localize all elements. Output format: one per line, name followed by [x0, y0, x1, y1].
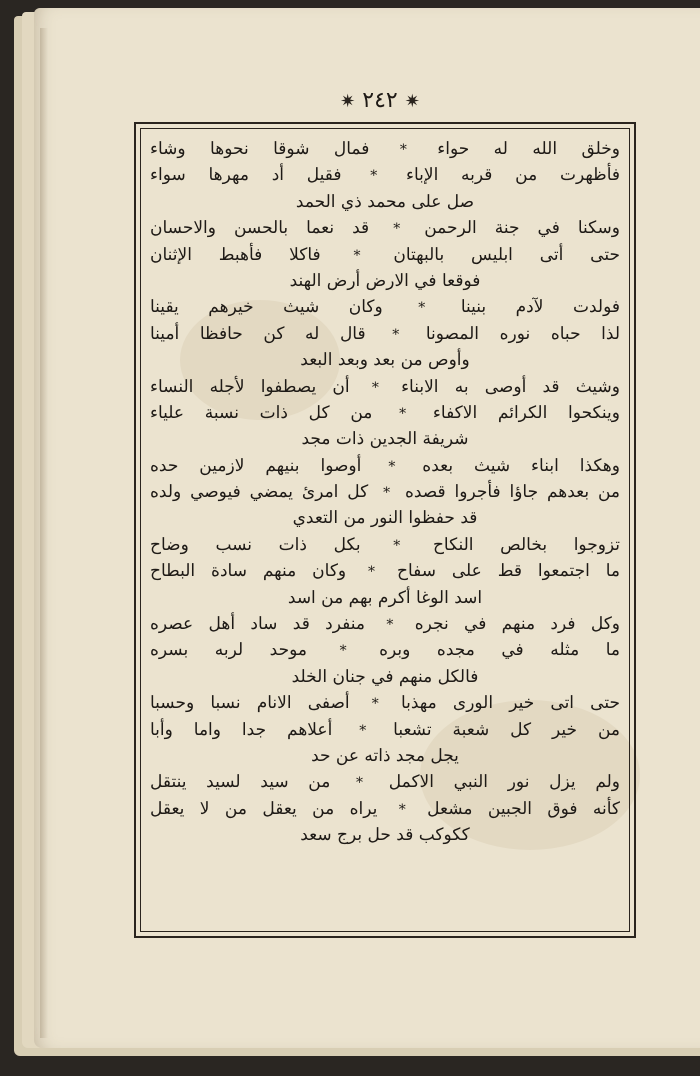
hemistich-left: بكل ذات نسب وضاح	[150, 534, 361, 555]
hemistich-right: وكل فرد منهم في نجره	[414, 614, 620, 635]
hemistich-right: فولدت لآدم بنينا	[460, 297, 620, 318]
hemistich-left: فقيل أد مهرها سواء	[150, 165, 342, 186]
poem-verse-line	[150, 374, 620, 400]
hemistich-left: كل امرئ يمضي فيوصي ولده	[150, 482, 369, 503]
verse-separator: *	[339, 643, 347, 660]
hemistich-left: قال له كن حافظا أمينا	[150, 323, 366, 344]
poem-verse-line	[150, 400, 620, 426]
poem-verse-line	[150, 479, 620, 505]
hemistich-left: وكان منهم سادة البطاح	[150, 561, 347, 582]
hemistich-left: موحد لربه بسره	[150, 640, 308, 661]
poem-refrain-line: اسد الوغا أكرم بهم من اسد	[287, 587, 483, 608]
hemistich-right: من بعدهم جاؤا فأجروا قصده	[404, 482, 620, 503]
ornament-right: ✷	[404, 91, 420, 112]
poem-verse-line	[150, 690, 620, 716]
verse-separator: *	[370, 168, 378, 185]
page-number	[340, 88, 420, 113]
hemistich-left: قد نعما بالحسن والاحسان	[150, 218, 370, 239]
hemistich-left: أعلاهم جدا واما وأبا	[150, 719, 333, 740]
verse-separator: *	[393, 221, 401, 238]
verse-separator: *	[386, 617, 394, 634]
verse-separator: *	[359, 722, 367, 739]
hemistich-right: حتى أتى ابليس بالبهتان	[393, 244, 620, 265]
hemistich-left: فاكلا فأهبط الإثنان	[150, 244, 321, 265]
verse-separator: *	[368, 564, 376, 581]
poem-verse-line	[150, 611, 620, 637]
hemistich-right: ما اجتمعوا قط على سفاح	[396, 561, 620, 582]
poem-verse-line	[150, 796, 620, 822]
poem-refrain-line: شريفة الجدين ذات مجد	[301, 429, 469, 450]
ornament-left: ✷	[340, 91, 356, 112]
hemistich-left: وكان شيث خيرهم يقينا	[150, 297, 383, 318]
hemistich-right: وخلق الله له حواء	[437, 139, 620, 159]
poem-refrain-line: قد حفظوا النور من التعدي	[292, 508, 478, 529]
poem-text-block	[150, 136, 620, 926]
hemistich-left: فمال شوقا نحوها وشاء	[150, 139, 370, 159]
verse-separator: *	[398, 801, 406, 818]
poem-verse-line	[150, 294, 620, 320]
verse-separator: *	[353, 247, 361, 264]
hemistich-left: منفرد قد ساد أهل عصره	[150, 614, 365, 635]
poem-verse-line	[150, 162, 620, 188]
hemistich-left: أصفى الانام نسبا وحسبا	[150, 693, 350, 714]
page-number-text: ٢٤٢	[362, 88, 398, 113]
hemistich-left: من كل ذات نسبة علياء	[150, 402, 373, 423]
verse-separator: *	[371, 696, 379, 713]
poem-verse-line	[150, 637, 620, 663]
poem-verse-line	[150, 532, 620, 558]
verse-separator: *	[399, 142, 407, 158]
hemistich-right: ما مثله في مجده وبره	[379, 640, 620, 661]
hemistich-right: تزوجوا بخالص النكاح	[432, 534, 620, 555]
verse-separator: *	[383, 485, 391, 502]
poem-refrain-line: صل على محمد ذي الحمد	[295, 191, 475, 212]
verse-separator: *	[393, 537, 401, 554]
poem-verse-line	[150, 321, 620, 347]
hemistich-left: من سيد لسيد ينتقل	[150, 772, 331, 793]
hemistich-right: وينكحوا الكرائم الاكفاء	[432, 402, 620, 423]
verse-separator: *	[371, 379, 379, 396]
poem-refrain-line: وأوص من بعد وبعد البعد	[300, 350, 470, 371]
poem-verse-line	[150, 769, 620, 795]
poem-verse-line	[150, 136, 620, 162]
hemistich-right: وسكنا في جنة الرحمن	[424, 218, 620, 239]
hemistich-left: أن يصطفوا لأجله النساء	[150, 376, 350, 397]
hemistich-right: لذا حباه نوره المصونا	[425, 323, 620, 344]
page-gutter-shadow	[40, 28, 48, 1038]
poem-verse-line	[150, 717, 620, 743]
poem-refrain-line: فالكل منهم في جنان الخلد	[291, 666, 479, 687]
poem-refrain-line: يجل مجد ذاته عن حد	[311, 745, 459, 766]
hemistich-right: وشيث قد أوصى به الابناء	[401, 376, 620, 397]
hemistich-left: يراه من يعقل من لا يعقل	[150, 798, 378, 819]
hemistich-right: ولم يزل نور النبي الاكمل	[388, 772, 620, 793]
hemistich-right: وهكذا ابناء شيث بعده	[422, 455, 620, 476]
verse-separator: *	[388, 458, 396, 475]
hemistich-right: فأظهرت من قربه الإباء	[405, 165, 620, 186]
hemistich-right: من خير كل شعبة تشعبا	[393, 719, 620, 740]
poem-refrain-line: ككوكب قد حل برج سعد	[300, 825, 470, 846]
verse-separator: *	[356, 775, 364, 792]
verse-separator: *	[399, 405, 407, 422]
verse-separator: *	[392, 326, 400, 343]
hemistich-left: أوصوا بنيهم لازمين حده	[150, 455, 362, 476]
poem-verse-line	[150, 242, 620, 268]
poem-refrain-line: فوقعا في الارض أرض الهند	[289, 270, 481, 291]
poem-verse-line	[150, 453, 620, 479]
poem-verse-line	[150, 215, 620, 241]
hemistich-right: حتى اتى خير الورى مهذبا	[400, 693, 620, 714]
verse-separator: *	[418, 300, 426, 317]
hemistich-right: كأنه فوق الجبين مشعل	[427, 798, 620, 819]
poem-verse-line	[150, 558, 620, 584]
